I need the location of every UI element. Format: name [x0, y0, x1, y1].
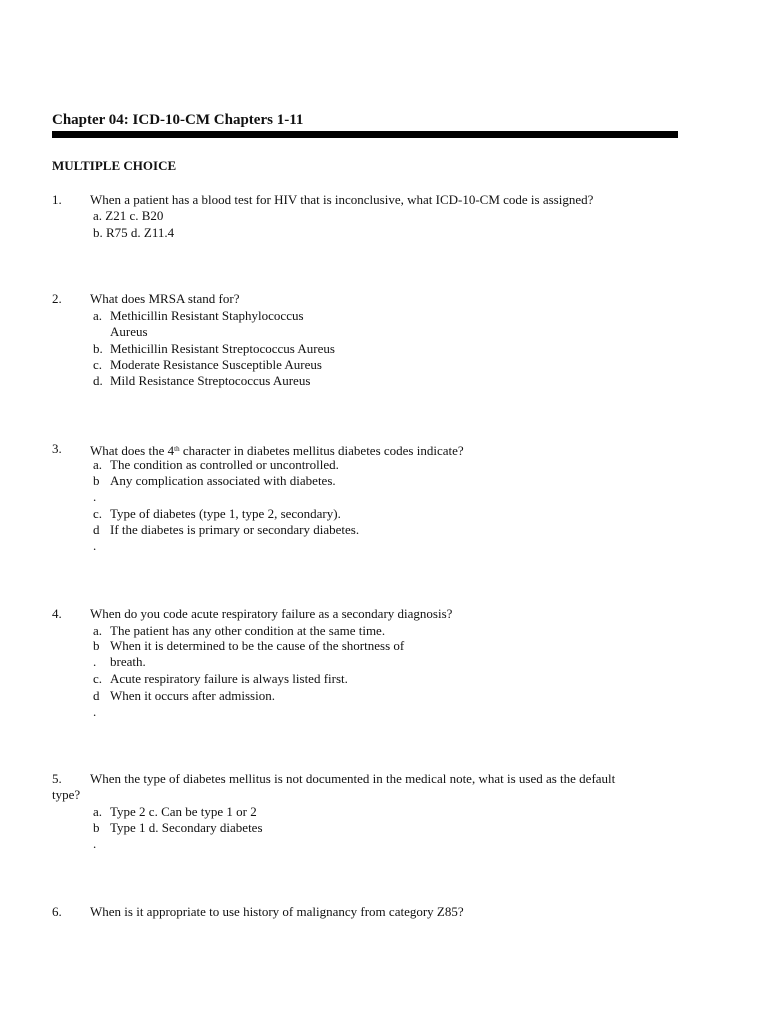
question-number: 6. — [52, 904, 62, 919]
option-text: Acute respiratory failure is always listed first. — [110, 671, 348, 686]
option-letter-dot: . — [93, 654, 97, 669]
section-heading: MULTIPLE CHOICE — [52, 158, 177, 173]
option-text-continued: Aureus — [110, 324, 148, 339]
option-text: When it occurs after admission. — [110, 688, 275, 703]
option-text-continued: breath. — [110, 654, 146, 669]
option-letter-dot: . — [93, 489, 97, 504]
option-letter: b — [93, 820, 100, 835]
question-text-continued: type? — [52, 787, 81, 802]
question-text-end: character in diabetes mellitus diabetes codes indicate? — [179, 443, 464, 458]
question-text: When is it appropriate to use history of malignancy from category Z85? — [90, 904, 464, 919]
answer-row: Type 1 d. Secondary diabetes — [110, 820, 263, 835]
option-letter: d. — [93, 373, 103, 388]
question-text: When a patient has a blood test for HIV that is inconclusive, what ICD-10-CM code is assigned? — [90, 192, 594, 207]
option-letter-dot: . — [93, 836, 97, 851]
answer-row: b. R75 d. Z11.4 — [93, 225, 175, 240]
option-text: The condition as controlled or uncontrolled. — [110, 457, 339, 472]
question-text: What does MRSA stand for? — [90, 291, 240, 306]
question-number: 3. — [52, 441, 62, 456]
option-letter-dot: . — [93, 538, 97, 553]
option-letter: d — [93, 688, 100, 703]
question-number: 5. — [52, 771, 62, 786]
option-letter: a. — [93, 623, 103, 638]
option-letter: b — [93, 638, 100, 653]
option-letter: d — [93, 522, 100, 537]
title-rule — [52, 131, 678, 138]
page-title: Chapter 04: ICD-10-CM Chapters 1-11 — [52, 112, 304, 128]
question-text-start: What does the 4 — [90, 443, 175, 458]
question-number: 2. — [52, 291, 62, 306]
option-text: If the diabetes is primary or secondary diabetes. — [110, 522, 360, 537]
option-text: Type of diabetes (type 1, type 2, secondary). — [110, 506, 341, 521]
answer-row: Type 2 c. Can be type 1 or 2 — [110, 804, 257, 819]
option-letter: a. — [93, 457, 103, 472]
question-number: 4. — [52, 606, 62, 621]
option-text: When it is determined to be the cause of the shortness of — [110, 638, 405, 653]
option-text: Methicillin Resistant Streptococcus Aureus — [110, 341, 335, 356]
question-text: When do you code acute respiratory failure as a secondary diagnosis? — [90, 606, 453, 621]
option-letter: a. — [93, 804, 103, 819]
option-letter: a. — [93, 308, 103, 323]
option-text: Mild Resistance Streptococcus Aureus — [110, 373, 311, 388]
option-letter: b — [93, 473, 100, 488]
option-text: Methicillin Resistant Staphylococcus — [110, 308, 304, 323]
ordinal-superscript: th — [174, 445, 180, 453]
option-text: Any complication associated with diabetes. — [110, 473, 336, 488]
option-letter-dot: . — [93, 704, 97, 719]
option-text: The patient has any other condition at the same time. — [110, 623, 386, 638]
answer-row: a. Z21 c. B20 — [93, 208, 164, 223]
question-text: When the type of diabetes mellitus is not documented in the medical note, what is used as the default — [90, 771, 616, 786]
option-letter: c. — [93, 671, 103, 686]
option-letter: c. — [93, 357, 103, 372]
option-text: Moderate Resistance Susceptible Aureus — [110, 357, 322, 372]
option-letter: b. — [93, 341, 103, 356]
option-letter: c. — [93, 506, 103, 521]
question-number: 1. — [52, 192, 62, 207]
